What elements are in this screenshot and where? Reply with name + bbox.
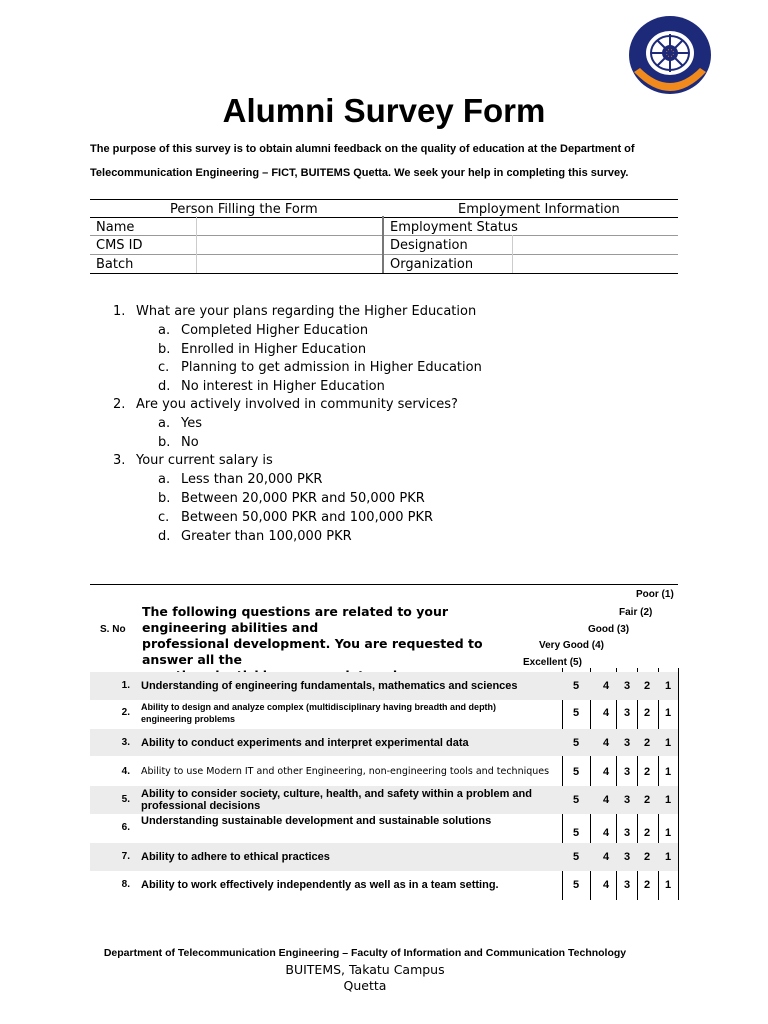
scale-excellent: Excellent (5) (523, 657, 582, 668)
rating-option-5[interactable]: 5 (572, 766, 580, 778)
rating-table-top-rule (90, 584, 678, 585)
cms-id-label: CMS ID (96, 238, 143, 253)
rating-item-number: 6. (121, 822, 130, 833)
rating-option-2[interactable]: 2 (643, 827, 651, 839)
batch-label: Batch (96, 257, 134, 272)
rating-row (90, 814, 678, 843)
rating-option-2[interactable]: 2 (643, 794, 651, 806)
footer-city: Quetta (343, 978, 387, 993)
intro-line-2: Telecommunication Engineering – FICT, BUITEMS Quetta. We seek your help in completing this survey. (90, 167, 629, 179)
intro-text (90, 137, 690, 185)
option-letter: d. (158, 529, 171, 544)
rating-option-5[interactable]: 5 (572, 707, 580, 719)
rating-option-2[interactable]: 2 (643, 737, 651, 749)
designation-label: Designation (390, 238, 468, 253)
q3-option-a[interactable]: Less than 20,000 PKR (181, 472, 323, 487)
rating-option-5[interactable]: 5 (572, 737, 580, 749)
rating-item-text: Ability to use Modern IT and other Engineering, non-engineering tools and techniques (141, 766, 550, 777)
rating-intro-line-1: The following questions are related to your engineering abilities and (142, 604, 449, 635)
question-number: 3. (113, 453, 126, 468)
rating-option-3[interactable]: 3 (623, 879, 631, 891)
question-1: What are your plans regarding the Higher Education (136, 304, 477, 319)
rating-item-text: Ability to design and analyze complex (multidisciplinary having breadth and depth) engineering problems (141, 702, 497, 724)
q3-option-b[interactable]: Between 20,000 PKR and 50,000 PKR (181, 491, 425, 506)
rating-option-4[interactable]: 4 (602, 737, 610, 749)
page-title: Alumni Survey Form (222, 92, 546, 129)
rating-item-text: Ability to adhere to ethical practices (141, 851, 330, 863)
rating-option-3[interactable]: 3 (623, 737, 631, 749)
rating-option-1[interactable]: 1 (664, 707, 672, 719)
rating-option-4[interactable]: 4 (602, 879, 610, 891)
q1-option-c[interactable]: Planning to get admission in Higher Education (181, 360, 482, 375)
rating-item-number: 5. (121, 794, 130, 805)
name-label: Name (96, 220, 135, 235)
employment-header: Employment Information (458, 202, 620, 217)
rating-item-text: Ability to conduct experiments and interpret experimental data (141, 737, 469, 749)
rating-option-3[interactable]: 3 (623, 851, 631, 863)
q1-option-a[interactable]: Completed Higher Education (181, 323, 369, 338)
name-field[interactable] (198, 218, 380, 234)
rating-item-number: 1. (121, 680, 130, 691)
employment-status-label: Employment Status (390, 220, 518, 235)
rating-option-3[interactable]: 3 (623, 827, 631, 839)
rating-option-3[interactable]: 3 (623, 794, 631, 806)
scale-poor: Poor (1) (636, 589, 674, 600)
rating-option-3[interactable]: 3 (623, 707, 631, 719)
rating-option-1[interactable]: 1 (664, 827, 672, 839)
employment-status-field[interactable] (522, 218, 676, 234)
q1-option-b[interactable]: Enrolled in Higher Education (181, 342, 367, 357)
question-number: 1. (113, 304, 126, 319)
intro-line-1: The purpose of this survey is to obtain alumni feedback on the quality of education at the Department of (90, 143, 635, 155)
rating-row (90, 699, 678, 729)
q3-option-d[interactable]: Greater than 100,000 PKR (181, 529, 352, 544)
option-letter: c. (158, 510, 170, 525)
rating-option-4[interactable]: 4 (602, 680, 610, 692)
rating-item-text: Ability to consider society, culture, health, and safety within a problem and professional decisions (141, 788, 532, 812)
scale-very-good: Very Good (4) (539, 640, 605, 651)
rating-option-2[interactable]: 2 (643, 879, 651, 891)
option-letter: a. (158, 323, 171, 338)
rating-row (90, 843, 678, 871)
rating-option-5[interactable]: 5 (572, 680, 580, 692)
q2-option-b[interactable]: No (181, 435, 199, 450)
rating-option-5[interactable]: 5 (572, 879, 580, 891)
rating-option-5[interactable]: 5 (572, 851, 580, 863)
scale-fair: Fair (2) (619, 607, 653, 618)
footer-campus: BUITEMS, Takatu Campus (285, 962, 445, 977)
rating-option-5[interactable]: 5 (572, 794, 580, 806)
option-letter: b. (158, 342, 171, 357)
organization-label: Organization (390, 257, 474, 272)
option-letter: d. (158, 379, 171, 394)
scale-good: Good (3) (588, 624, 630, 635)
option-letter: c. (158, 360, 170, 375)
rating-option-2[interactable]: 2 (643, 680, 651, 692)
rating-item-text: Ability to work effectively independently as well as in a team setting. (141, 879, 499, 891)
rating-item-number: 4. (121, 766, 130, 777)
q3-option-c[interactable]: Between 50,000 PKR and 100,000 PKR (181, 510, 434, 525)
person-header: Person Filling the Form (170, 202, 318, 217)
rating-option-2[interactable]: 2 (643, 766, 651, 778)
footer-department: Department of Telecommunication Engineering – Faculty of Information and Communication Technology (103, 947, 627, 959)
rating-row (90, 729, 678, 756)
rating-option-5[interactable]: 5 (572, 827, 580, 839)
rating-row (90, 758, 678, 786)
rating-option-1[interactable]: 1 (664, 879, 672, 891)
question-3: Your current salary is (136, 453, 273, 468)
rating-option-4[interactable]: 4 (602, 707, 610, 719)
rating-item-number: 3. (121, 737, 130, 748)
question-2: Are you actively involved in community services? (136, 397, 458, 412)
rating-option-4[interactable]: 4 (602, 851, 610, 863)
q1-option-d[interactable]: No interest in Higher Education (181, 379, 385, 394)
rating-row (90, 786, 678, 814)
rating-option-1[interactable]: 1 (664, 851, 672, 863)
rating-option-4[interactable]: 4 (602, 794, 610, 806)
university-logo (616, 14, 724, 96)
option-letter: a. (158, 472, 171, 487)
option-letter: b. (158, 491, 171, 506)
rating-option-1[interactable]: 1 (664, 766, 672, 778)
rating-row (90, 871, 678, 899)
rating-option-1[interactable]: 1 (664, 794, 672, 806)
rating-row (90, 672, 678, 700)
cms-id-field[interactable] (198, 236, 380, 253)
batch-field[interactable] (198, 255, 380, 272)
rating-option-1[interactable]: 1 (664, 680, 672, 692)
rating-option-3[interactable]: 3 (623, 766, 631, 778)
rating-item-number: 8. (121, 879, 130, 890)
rating-option-4[interactable]: 4 (602, 827, 610, 839)
rating-option-3[interactable]: 3 (623, 680, 631, 692)
q2-option-a[interactable]: Yes (181, 416, 202, 431)
sno-header: S. No (100, 624, 126, 635)
rating-item-text: Understanding sustainable development and sustainable solutions (141, 815, 492, 827)
rating-column-line (678, 668, 679, 900)
rating-item-text: Understanding of engineering fundamentals, mathematics and sciences (141, 680, 518, 692)
rating-item-number: 2. (121, 707, 130, 718)
rating-intro-line-2: professional development. You are requested to answer all the (142, 636, 483, 667)
question-number: 2. (113, 397, 126, 412)
rating-option-2[interactable]: 2 (643, 851, 651, 863)
option-letter: b. (158, 435, 171, 450)
rating-option-1[interactable]: 1 (664, 737, 672, 749)
organization-field[interactable] (514, 255, 676, 272)
rating-option-4[interactable]: 4 (602, 766, 610, 778)
option-letter: a. (158, 416, 171, 431)
designation-field[interactable] (514, 236, 676, 253)
rating-option-2[interactable]: 2 (643, 707, 651, 719)
rating-item-number: 7. (121, 851, 130, 862)
